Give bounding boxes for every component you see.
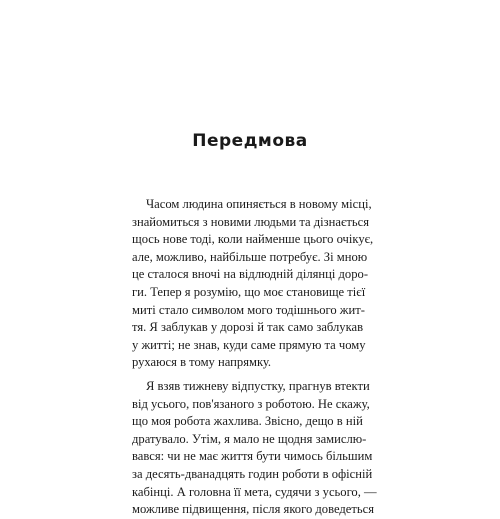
text-line: від усього, пов'язаного з роботою. Не скажу,	[132, 396, 370, 411]
text-line: але, можливо, найбільше потребує. Зі мною	[132, 249, 368, 264]
text-line: рухаюся в тому напрямку.	[132, 355, 272, 370]
text-line: це сталося вночі на відлюдній ділянці доро-	[132, 267, 369, 282]
text-line: Часом людина опиняється в новому місці,	[146, 197, 372, 211]
paragraph-2	[132, 378, 378, 519]
body-text	[132, 196, 378, 519]
text-line: дратувало. Утім, я мало не щодня замислю-	[132, 431, 367, 446]
text-line: вався: чи не має життя бути чимось більшим	[132, 449, 373, 464]
chapter-heading: Передмова	[192, 131, 308, 151]
text-line: можливе підвищення, після якого доведеться	[132, 502, 375, 517]
text-line: що моя робота жахлива. Звісно, дещо в ній	[132, 414, 363, 429]
text-line: ги. Тепер я розумію, що моє становище тієї	[132, 284, 366, 299]
paragraph-1	[132, 196, 378, 372]
text-line: миті стало символом мого тодішнього жит-	[132, 302, 365, 317]
text-line: за десять-дванадцять годин роботи в офісній	[132, 466, 373, 481]
text-line: тя. Я заблукав у дорозі й так само заблукав	[132, 320, 364, 335]
text-line: кабінці. А головна її мета, судячи з усього, —	[132, 484, 377, 499]
text-line: знайомиться з новими людьми та дізнається	[132, 214, 369, 229]
text-line: Я взяв тижневу відпустку, прагнув втекти	[146, 378, 370, 393]
text-line: у житті; не знав, куди саме прямую та чому	[132, 337, 366, 352]
text-line: щось нове тоді, коли найменше цього очікує,	[132, 232, 374, 247]
